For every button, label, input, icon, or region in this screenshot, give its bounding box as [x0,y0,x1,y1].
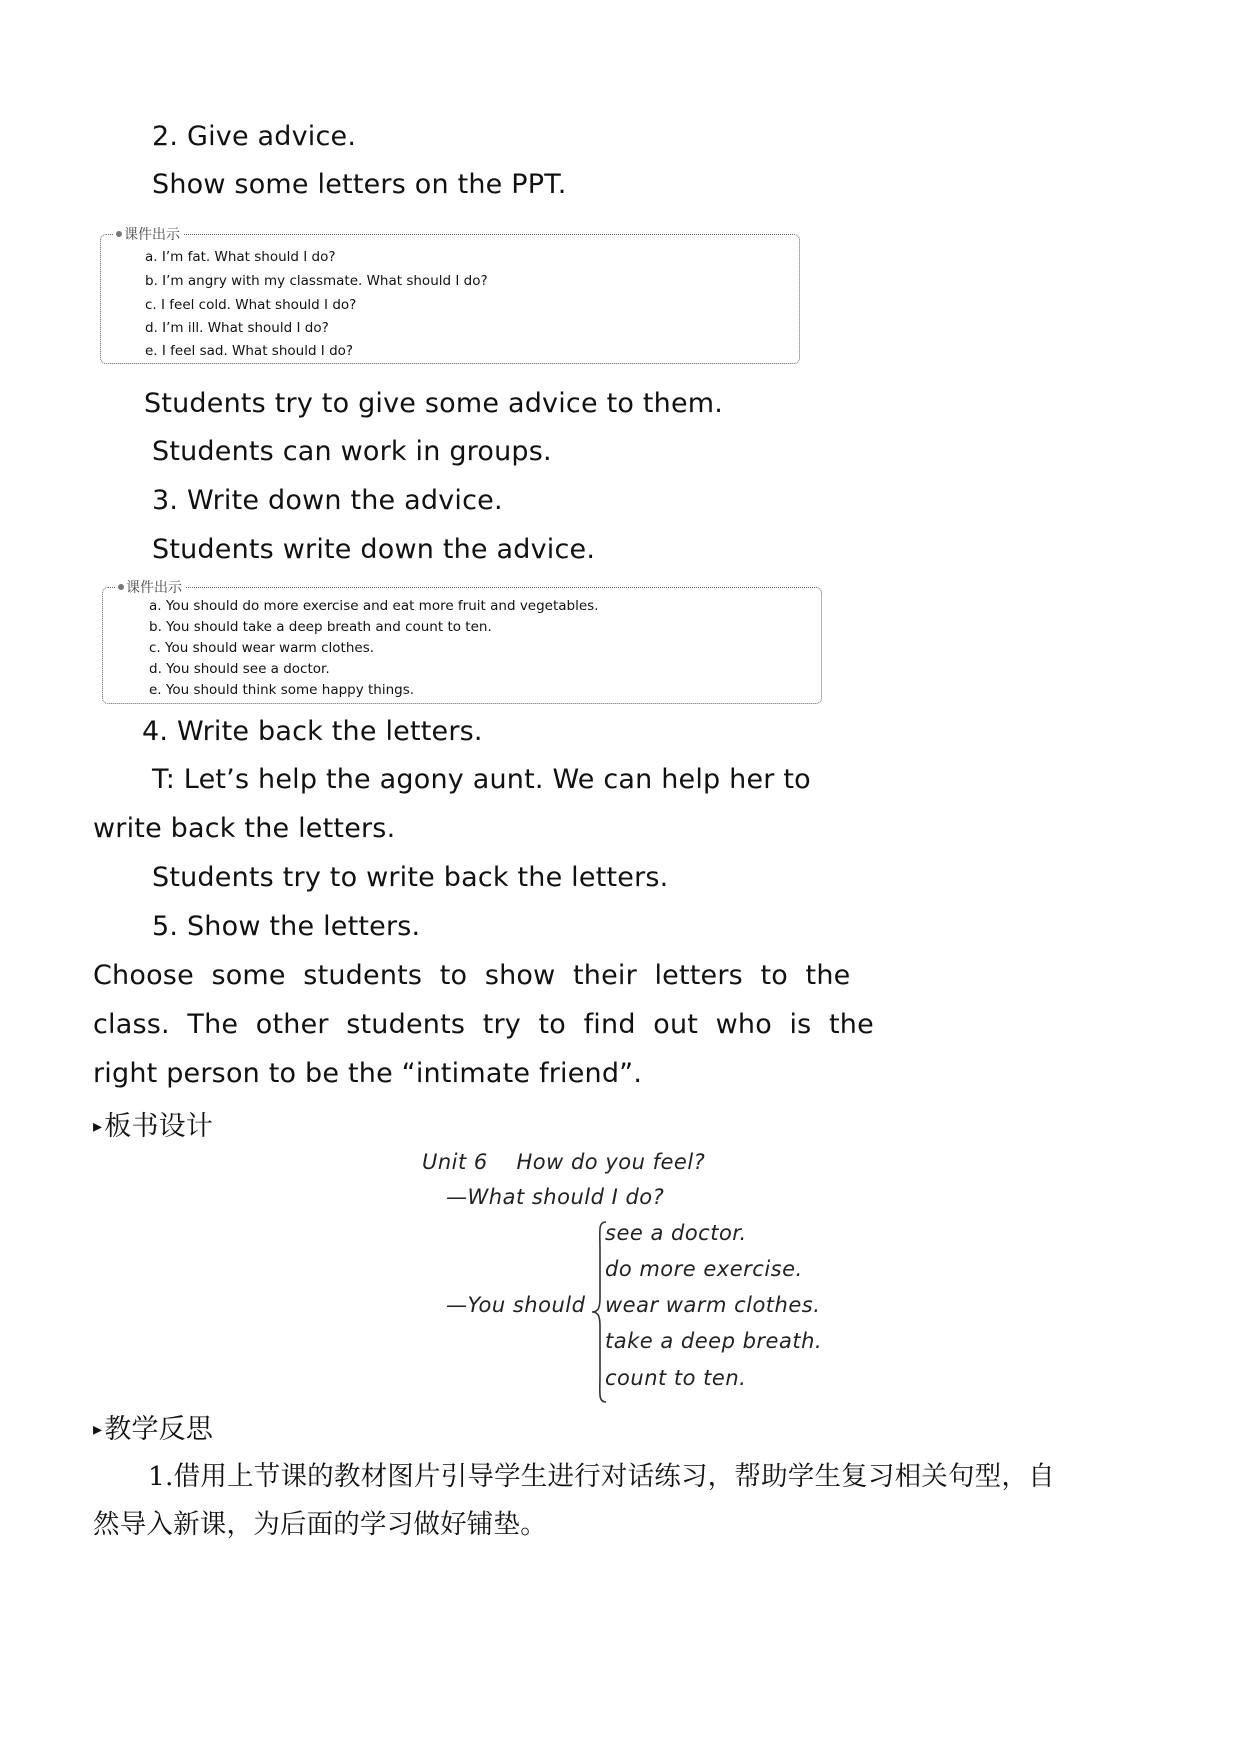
section-2-line-2: Students can work in groups. [152,436,552,467]
section-4-heading: 4. Write back the letters. [142,716,483,747]
section-3-intro: Students write down the advice. [152,534,596,565]
section-5-line-3: right person to be the “intimate friend”. [93,1058,643,1089]
section-2-line-1: Students try to give some advice to them. [144,388,724,419]
triangle-bullet-icon: ▸ [93,1116,103,1137]
board-option-5: count to ten. [605,1366,747,1390]
bullet-dot-icon [116,231,122,237]
board-title: Unit 6 How do you feel? [422,1150,706,1174]
board-option-1: see a doctor. [605,1221,747,1245]
box1-item-c: c. I feel cold. What should I do? [145,297,357,313]
board-heading: ▸板书设计 [93,1111,214,1142]
courseware-label: 课件出示 [115,577,185,597]
box1-item-e: e. I feel sad. What should I do? [145,343,354,359]
board-stem: —You should [446,1293,586,1317]
section-4-teacher-line-2: write back the letters. [93,813,396,844]
box1-item-a: a. I’m fat. What should I do? [145,249,336,265]
reflection-line-2: 然导入新课，为后面的学习做好铺垫。 [93,1509,547,1540]
courseware-box-2 [102,580,822,704]
section-4-teacher-line-1: T: Let’s help the agony aunt. We can help her to [152,764,811,795]
reflection-line-1: 1.借用上节课的教材图片引导学生进行对话练习，帮助学生复习相关句型，自 [148,1461,1055,1492]
triangle-bullet-icon: ▸ [93,1419,103,1440]
section-2-intro: Show some letters on the PPT. [152,169,567,200]
courseware-label: 课件出示 [113,224,183,244]
board-option-2: do more exercise. [605,1257,803,1281]
box1-item-b: b. I’m angry with my classmate. What should I do? [145,273,488,289]
bullet-dot-icon [118,584,124,590]
section-5-heading: 5. Show the letters. [152,911,421,942]
section-5-line-2: class. The other students try to find out who is the [93,1009,874,1040]
box1-item-d: d. I’m ill. What should I do? [145,320,329,336]
box2-item-c: c. You should wear warm clothes. [149,640,375,656]
board-question: —What should I do? [446,1185,665,1209]
courseware-box-1 [100,227,800,364]
section-4-students: Students try to write back the letters. [152,862,669,893]
section-3-heading: 3. Write down the advice. [152,485,503,516]
section-2-heading: 2. Give advice. [152,121,357,152]
board-option-4: take a deep breath. [605,1329,823,1353]
box2-item-a: a. You should do more exercise and eat more fruit and vegetables. [149,598,599,614]
box2-item-d: d. You should see a doctor. [149,661,330,677]
board-option-3: wear warm clothes. [605,1293,821,1317]
reflection-heading: ▸教学反思 [93,1414,214,1445]
box2-item-b: b. You should take a deep breath and count to ten. [149,619,492,635]
box2-item-e: e. You should think some happy things. [149,682,415,698]
section-5-line-1: Choose some students to show their letters to the [93,960,851,991]
